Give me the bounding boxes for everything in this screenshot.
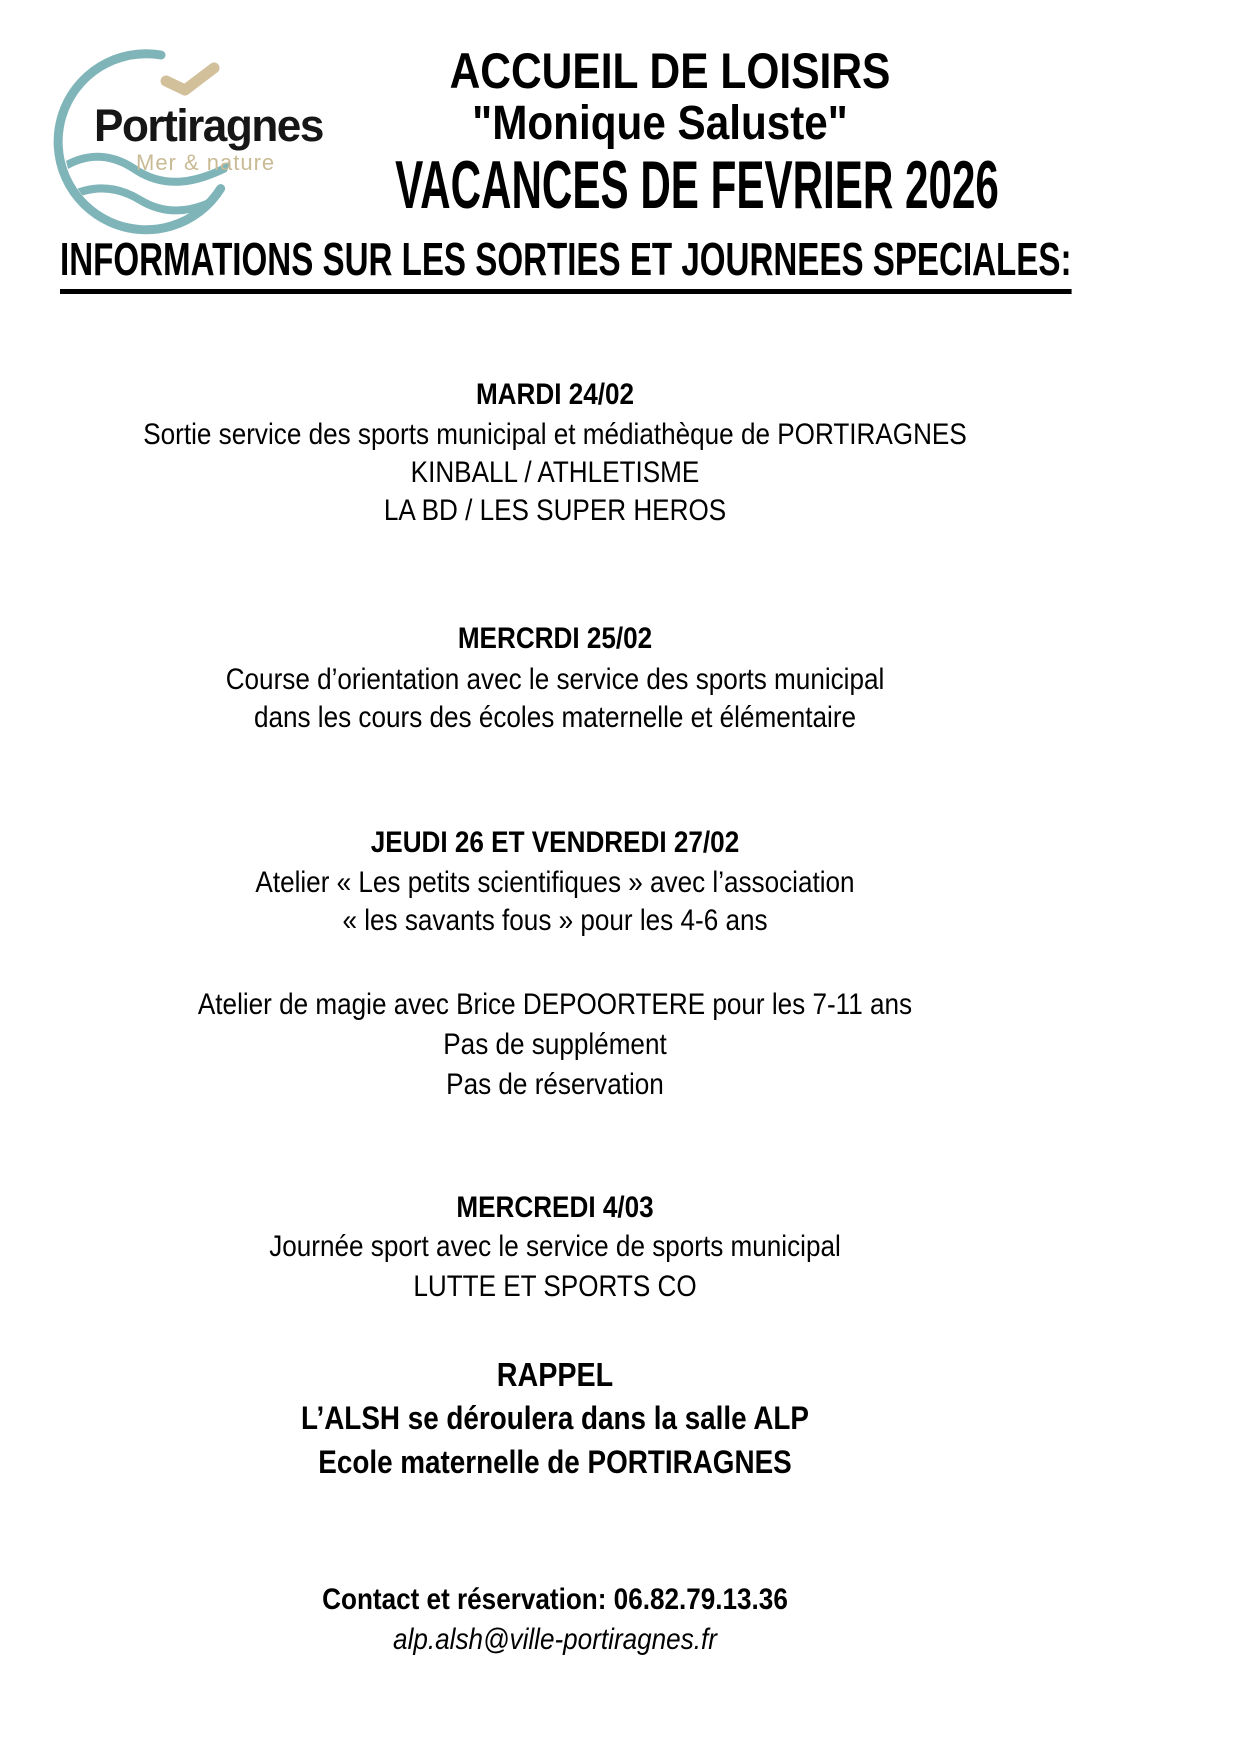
section-line: Sortie service des sports municipal et médiathèque de PORTIRAGNES [143, 418, 967, 451]
section-line: KINBALL / ATHLETISME [410, 456, 700, 489]
section-line: Pas de supplément [443, 1028, 667, 1061]
section-title-jeudi-vendredi: JEUDI 26 ET VENDREDI 27/02 [370, 826, 740, 859]
section-title-mardi: MARDI 24/02 [475, 378, 635, 411]
section-line: dans les cours des écoles maternelle et élémentaire [253, 701, 857, 734]
section-line: « les savants fous » pour les 4-6 ans [342, 904, 768, 937]
contact-phone: Contact et réservation: 06.82.79.13.36 [322, 1583, 788, 1616]
contact-email: alp.alsh@ville-portiragnes.fr [393, 1623, 717, 1656]
section-line: Course d’orientation avec le service des sports municipal [225, 663, 885, 696]
logo-name: Portiragnes [94, 100, 323, 151]
logo-tagline: Mer & nature [136, 150, 276, 175]
title-line-3: VACANCES DE FEVRIER 2026 [395, 147, 999, 223]
rappel-title: RAPPEL [496, 1356, 614, 1393]
section-line: LA BD / LES SUPER HEROS [383, 494, 727, 527]
info-banner: INFORMATIONS SUR LES SORTIES ET JOURNEES SPECIALES: [60, 232, 1072, 294]
rappel-line: Ecole maternelle de PORTIRAGNES [318, 1444, 792, 1480]
title-line-2: "Monique Saluste" [472, 97, 848, 150]
title-line-1: ACCUEIL DE LOISIRS [449, 43, 891, 99]
section-title-mercredi-25: MERCRDI 25/02 [457, 622, 653, 655]
section-title-mercredi-4: MERCREDI 4/03 [456, 1191, 654, 1224]
section-line: LUTTE ET SPORTS CO [413, 1270, 697, 1303]
rappel-line: L’ALSH se déroulera dans la salle ALP [301, 1400, 809, 1436]
section-line: Atelier de magie avec Brice DEPOORTERE pour les 7-11 ans [197, 988, 913, 1021]
section-line: Pas de réservation [446, 1068, 664, 1101]
section-line: Atelier « Les petits scientifiques » avec l’association [255, 866, 855, 899]
section-line: Journée sport avec le service de sports municipal [269, 1230, 841, 1263]
